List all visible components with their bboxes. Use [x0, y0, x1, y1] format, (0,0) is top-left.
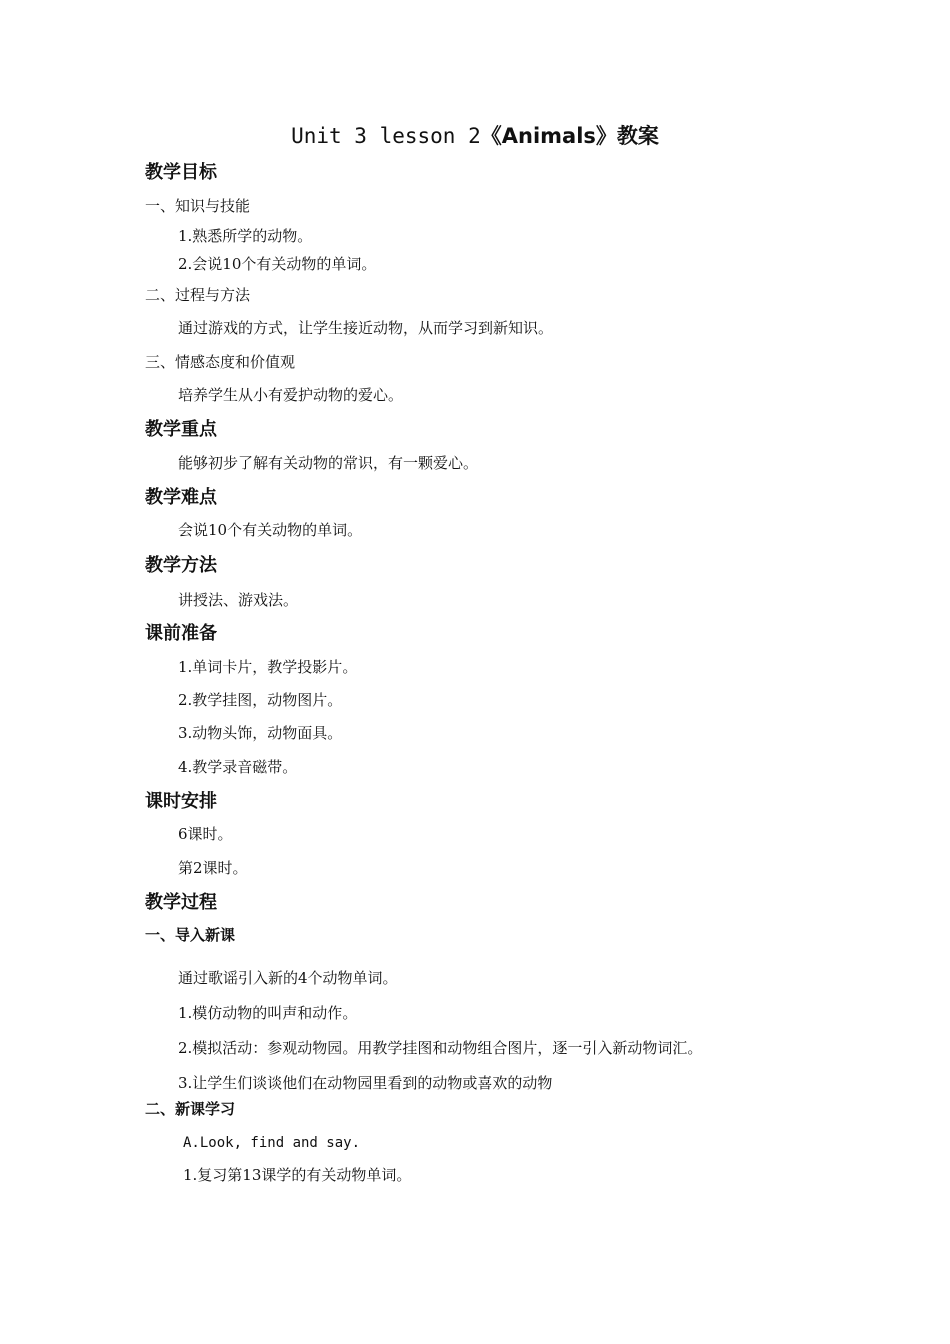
heading-objectives: 教学目标 [145, 162, 217, 183]
preparation-item-1: 1.单词卡片，教学投影片。 [178, 658, 358, 676]
objective-item-2: 2.会说10个有关动物的单词。 [178, 255, 377, 273]
subheading-process-method: 二、过程与方法 [145, 286, 251, 304]
process-method-text: 通过游戏的方式，让学生接近动物，从而学习到新知识。 [178, 319, 554, 337]
introduction-item-2: 2.模拟活动：参观动物园。用教学挂图和动物组合图片，逐一引入新动物词汇。 [178, 1039, 703, 1057]
subheading-attitude-values: 三、情感态度和价值观 [145, 353, 296, 371]
document-title [0, 126, 950, 147]
schedule-item-1: 6课时。 [178, 825, 233, 843]
subheading-new-lesson: 二、新课学习 [145, 1100, 236, 1118]
heading-schedule: 课时安排 [145, 791, 217, 812]
difficulties-text: 会说10个有关动物的单词。 [178, 521, 363, 539]
introduction-item-1: 1.模仿动物的叫声和动作。 [178, 1004, 358, 1022]
heading-difficulties: 教学难点 [145, 487, 217, 508]
heading-process: 教学过程 [145, 892, 217, 913]
methods-text: 讲授法、游戏法。 [178, 591, 299, 609]
schedule-item-2: 第2课时。 [178, 859, 248, 877]
title-english: Unit 3 lesson 2 [291, 124, 481, 148]
heading-preparation: 课前准备 [145, 623, 217, 644]
new-lesson-item-1: 1.复习第13课学的有关动物单词。 [183, 1166, 412, 1184]
attitude-values-text: 培养学生从小有爱护动物的爱心。 [178, 386, 404, 404]
heading-key-points: 教学重点 [145, 419, 217, 440]
heading-methods: 教学方法 [145, 555, 217, 576]
subheading-knowledge-skills: 一、知识与技能 [145, 197, 251, 215]
preparation-item-2: 2.教学挂图，动物图片。 [178, 691, 343, 709]
key-points-text: 能够初步了解有关动物的常识，有一颗爱心。 [178, 454, 479, 472]
new-lesson-activity-a: A.Look, find and say. [183, 1135, 361, 1151]
introduction-item-3: 3.让学生们谈谈他们在动物园里看到的动物或喜欢的动物 [178, 1074, 553, 1092]
objective-item-1: 1.熟悉所学的动物。 [178, 227, 313, 245]
preparation-item-3: 3.动物头饰，动物面具。 [178, 724, 343, 742]
preparation-item-4: 4.教学录音磁带。 [178, 758, 298, 776]
subheading-introduction: 一、导入新课 [145, 926, 236, 944]
introduction-text: 通过歌谣引入新的4个动物单词。 [178, 969, 398, 987]
title-chinese: 《Animals》教案 [480, 124, 659, 148]
